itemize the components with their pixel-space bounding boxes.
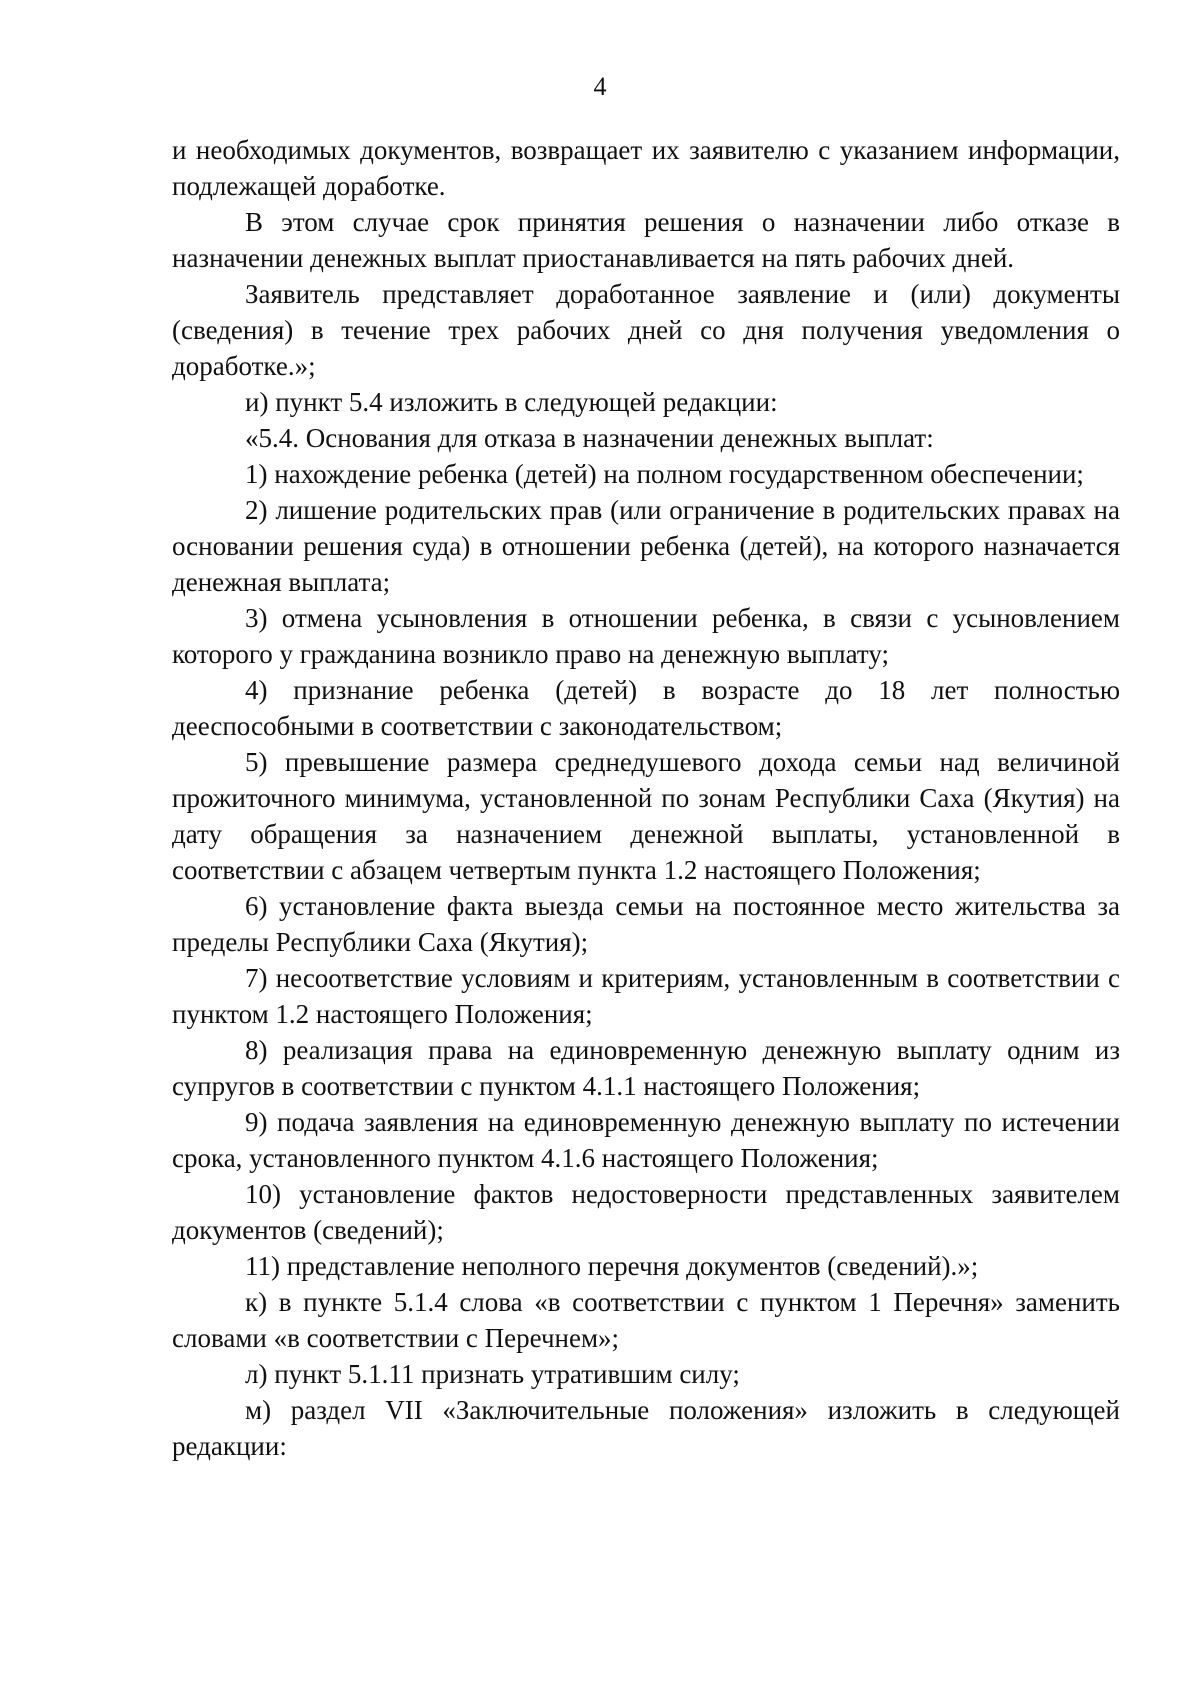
paragraph: В этом случае срок принятия решения о назначении либо отказе в назначении денежных выплат приостанавливается на пять рабочих дней. [172, 207, 1120, 273]
list-item: 7) несоответствие условиям и критериям, установленным в соответствии с пунктом 1.2 настоящего Положения; [172, 963, 1120, 1029]
paragraph: л) пункт 5.1.11 признать утратившим силу; [245, 1359, 740, 1389]
list-item: 11) представление неполного перечня документов (сведений).»; [245, 1251, 979, 1281]
list-item: 2) лишение родительских прав (или ограничение в родительских правах на основании решения суда) в отношении ребенка (детей), на которого назначается денежная выплата; [172, 495, 1120, 597]
list-item: 3) отмена усыновления в отношении ребенка, в связи с усыновлением которого у гражданина возникло право на денежную выплату; [172, 603, 1120, 669]
list-item: 9) подача заявления на единовременную денежную выплату по истечении срока, установленного пунктом 4.1.6 настоящего Положения; [172, 1107, 1120, 1173]
paragraph: Заявитель представляет доработанное заявление и (или) документы (сведения) в течение трех рабочих дней со дня получения уведомления о доработке.»; [172, 279, 1120, 381]
list-item: 6) установление факта выезда семьи на постоянное место жительства за пределы Республики Саха (Якутия); [172, 891, 1120, 957]
list-item: 4) признание ребенка (детей) в возрасте до 18 лет полностью дееспособными в соответствии с законодательством; [172, 675, 1120, 741]
paragraph: м) раздел VII «Заключительные положения» изложить в следующей редакции: [172, 1395, 1120, 1461]
page-number: 4 [593, 72, 607, 101]
paragraph: и необходимых документов, возвращает их заявителю с указанием информации, подлежащей доработке. [172, 135, 1120, 201]
paragraph: к) в пункте 5.1.4 слова «в соответствии с пунктом 1 Перечня» заменить словами «в соответствии с Перечнем»; [172, 1287, 1120, 1353]
paragraph: «5.4. Основания для отказа в назначении денежных выплат: [245, 423, 934, 453]
list-item: 1) нахождение ребенка (детей) на полном государственном обеспечении; [245, 459, 1084, 489]
list-item: 5) превышение размера среднедушевого дохода семьи над величиной прожиточного минимума, установленной по зонам Республики Саха (Якутия) на дату обращения за назначением денежной выплаты, установленной в соответствии с абзацем четвертым пункта 1.2 настоящего Положения; [172, 747, 1120, 885]
list-item: 8) реализация права на единовременную денежную выплату одним из супругов в соответствии с пунктом 4.1.1 настоящего Положения; [172, 1035, 1120, 1101]
paragraph: и) пункт 5.4 изложить в следующей редакции: [245, 387, 778, 417]
list-item: 10) установление фактов недостоверности представленных заявителем документов (сведений); [172, 1179, 1120, 1245]
document-body [172, 132, 1120, 1464]
